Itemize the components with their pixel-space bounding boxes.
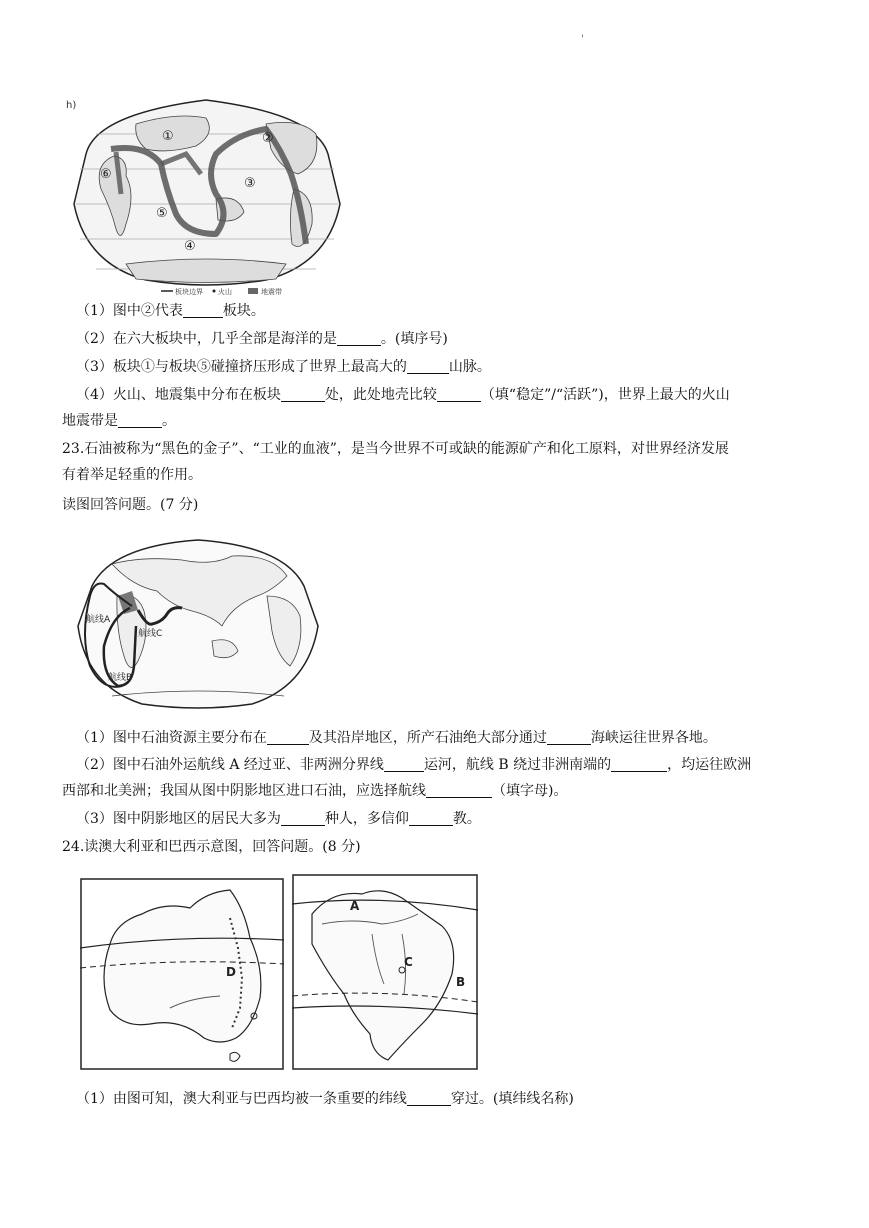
q23-instruction: 读图回答问题。(7 分) [62, 497, 199, 513]
plate-label-2: ② [262, 131, 274, 146]
australia-label-d: D [226, 965, 236, 979]
plate-label-5: ⑤ [156, 206, 168, 221]
route-a-label: 航线A [86, 615, 111, 625]
q22-4-cont: 地震带是 。 [62, 413, 176, 429]
legend-seismic-belt: 地震带 [261, 288, 282, 296]
q23-intro-1: 23.石油被称为“黑色的金子”、“工业的血液”，是当今世界不可或缺的能源矿产和化工原料，对世界经济发展 [62, 441, 729, 457]
q23-3: （3）图中阴影地区的居民大多为 种人，多信仰 教。 [76, 811, 481, 827]
q22-1: （1）图中②代表 板块。 [76, 303, 265, 319]
brazil-label-c: C [404, 955, 413, 969]
plate-map-corner: h) [66, 100, 77, 111]
brazil-map [292, 874, 478, 1070]
brazil-label-b: B [456, 975, 466, 989]
plate-label-4: ④ [184, 239, 196, 254]
q23-1: （1）图中石油资源主要分布在 及其沿岸地区，所产石油绝大部分通过 海峡运往世界各地。 [76, 730, 717, 746]
legend-plate-boundary: 板块边界 [175, 288, 203, 296]
route-b-label: 航线B [108, 673, 133, 683]
q24-intro: 24.读澳大利亚和巴西示意图，回答问题。(8 分) [62, 839, 361, 855]
plate-label-6: ⑥ [100, 167, 112, 182]
plate-map-figure [66, 94, 346, 298]
australia-map [80, 878, 284, 1070]
q22-2: （2）在六大板块中，几乎全部是海洋的是 。(填序号) [76, 331, 448, 347]
q24-1: （1）由图可知，澳大利亚与巴西均被一条重要的纬线 穿过。(填纬线名称) [76, 1091, 574, 1107]
route-c-label: 航线C [138, 629, 163, 639]
oil-routes-map [72, 536, 324, 712]
q23-2-cont: 西部和北美洲；我国从图中阴影地区进口石油，应选择航线 （填字母)。 [62, 783, 568, 799]
q23-intro-2: 有着举足轻重的作用。 [62, 467, 202, 483]
header-mark: ' [581, 34, 584, 45]
q22-3: （3）板块①与板块⑤碰撞挤压形成了世界上最高大的 山脉。 [76, 359, 491, 375]
plate-label-1: ① [162, 129, 174, 144]
q22-4: （4）火山、地震集中分布在板块 处，此处地壳比较 （填“稳定”/“活跃”)，世界上最大的火山 [76, 387, 730, 403]
brazil-label-a: A [350, 899, 360, 913]
legend-volcano: 火山 [218, 288, 232, 296]
q23-2: （2）图中石油外运航线 A 经过亚、非两洲分界线 运河，航线 B 绕过非洲南端的 ，均运往欧洲 [76, 757, 752, 773]
plate-label-3: ③ [244, 176, 256, 191]
